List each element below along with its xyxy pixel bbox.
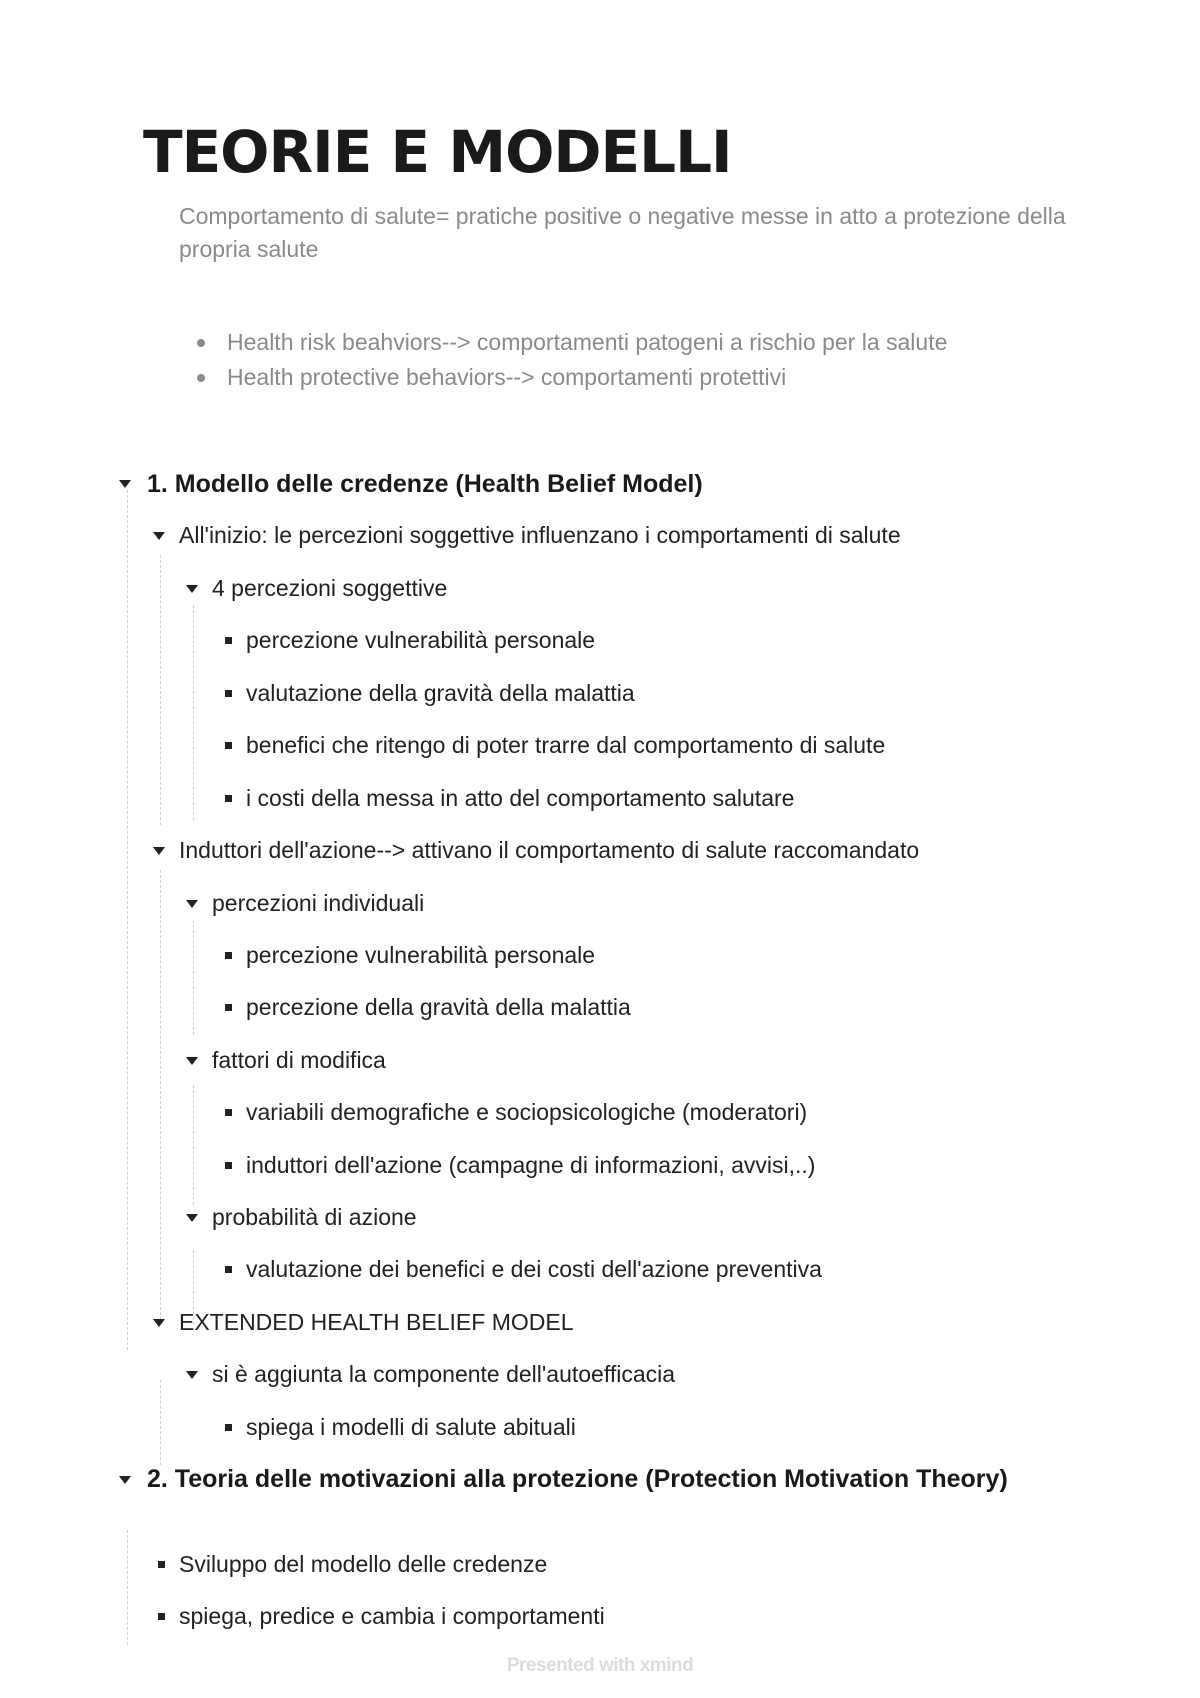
square-bullet-icon [225, 952, 232, 959]
guide-line [127, 1530, 128, 1645]
collapse-triangle-icon[interactable] [186, 1214, 198, 1222]
outline-subtopic[interactable]: Induttori dell'azione--> attivano il comportamento di salute raccomandato [179, 837, 920, 863]
square-bullet-icon [225, 1004, 232, 1011]
outline-leaf[interactable]: percezione vulnerabilità personale [246, 627, 596, 653]
outline-topic-2[interactable]: 2. Teoria delle motivazioni alla protezione (Protection Motivation Theory) [147, 1465, 1008, 1493]
guide-line [193, 1085, 194, 1205]
collapse-triangle-icon[interactable] [119, 480, 131, 488]
collapse-triangle-icon[interactable] [186, 1371, 198, 1379]
outline-leaf[interactable]: Sviluppo del modello delle credenze [179, 1551, 548, 1577]
guide-line [160, 555, 161, 825]
square-bullet-icon [225, 1266, 232, 1273]
guide-line [193, 605, 194, 820]
outline-leaf[interactable]: benefici che ritengo di poter trarre dal comportamento di salute [246, 732, 886, 758]
outline-leaf[interactable]: valutazione dei benefici e dei costi dell'azione preventiva [246, 1256, 822, 1282]
outline-topic-1[interactable]: 1. Modello delle credenze (Health Belief Model) [147, 470, 703, 498]
square-bullet-icon [225, 1424, 232, 1431]
collapse-triangle-icon[interactable] [119, 1476, 131, 1484]
square-bullet-icon [225, 690, 232, 697]
outline-subtopic[interactable]: All'inizio: le percezioni soggettive influenzano i comportamenti di salute [179, 522, 901, 548]
list-item: Health protective behaviors--> comportamenti protettivi [179, 360, 947, 395]
outline-leaf[interactable]: percezione della gravità della malattia [246, 994, 631, 1020]
outline-leaf[interactable]: percezione vulnerabilità personale [246, 942, 596, 968]
watermark: Presented with xmind [506, 1655, 694, 1676]
square-bullet-icon [225, 637, 232, 644]
intro-paragraph: Comportamento di salute= pratiche positive o negative messe in atto a protezione della propria salute [179, 203, 1066, 262]
outline-subtopic[interactable]: probabilità di azione [212, 1204, 417, 1230]
square-bullet-icon [158, 1561, 165, 1568]
guide-line [160, 1380, 161, 1465]
collapse-triangle-icon[interactable] [153, 532, 165, 540]
square-bullet-icon [225, 742, 232, 749]
collapse-triangle-icon[interactable] [153, 1319, 165, 1327]
outline-subtopic[interactable]: fattori di modifica [212, 1047, 386, 1073]
outline-subtopic[interactable]: percezioni individuali [212, 890, 425, 916]
collapse-triangle-icon[interactable] [153, 847, 165, 855]
outline-subtopic[interactable]: si è aggiunta la componente dell'autoefficacia [212, 1361, 676, 1387]
guide-line [193, 920, 194, 1035]
collapse-triangle-icon[interactable] [186, 900, 198, 908]
list-item: Health risk beahviors--> comportamenti patogeni a rischio per la salute [179, 325, 947, 360]
intro-bullet-list [179, 325, 947, 395]
square-bullet-icon [158, 1613, 165, 1620]
outline-leaf[interactable]: i costi della messa in atto del comportamento salutare [246, 785, 795, 811]
square-bullet-icon [225, 1109, 232, 1116]
outline-leaf[interactable]: variabili demografiche e sociopsicologiche (moderatori) [246, 1099, 808, 1125]
outline-leaf[interactable]: induttori dell'azione (campagne di informazioni, avvisi,..) [246, 1152, 816, 1178]
outline-subtopic[interactable]: 4 percezioni soggettive [212, 575, 448, 601]
outline-subtopic[interactable]: EXTENDED HEALTH BELIEF MODEL [179, 1309, 574, 1335]
guide-line [127, 490, 128, 1350]
collapse-triangle-icon[interactable] [186, 585, 198, 593]
collapse-triangle-icon[interactable] [186, 1057, 198, 1065]
outline-leaf[interactable]: valutazione della gravità della malattia [246, 680, 635, 706]
page-title: TEORIE E MODELLI [143, 118, 732, 186]
square-bullet-icon [225, 795, 232, 802]
outline-leaf[interactable]: spiega, predice e cambia i comportamenti [179, 1603, 605, 1629]
guide-line [160, 870, 161, 1320]
outline-leaf[interactable]: spiega i modelli di salute abituali [246, 1414, 576, 1440]
square-bullet-icon [225, 1162, 232, 1169]
